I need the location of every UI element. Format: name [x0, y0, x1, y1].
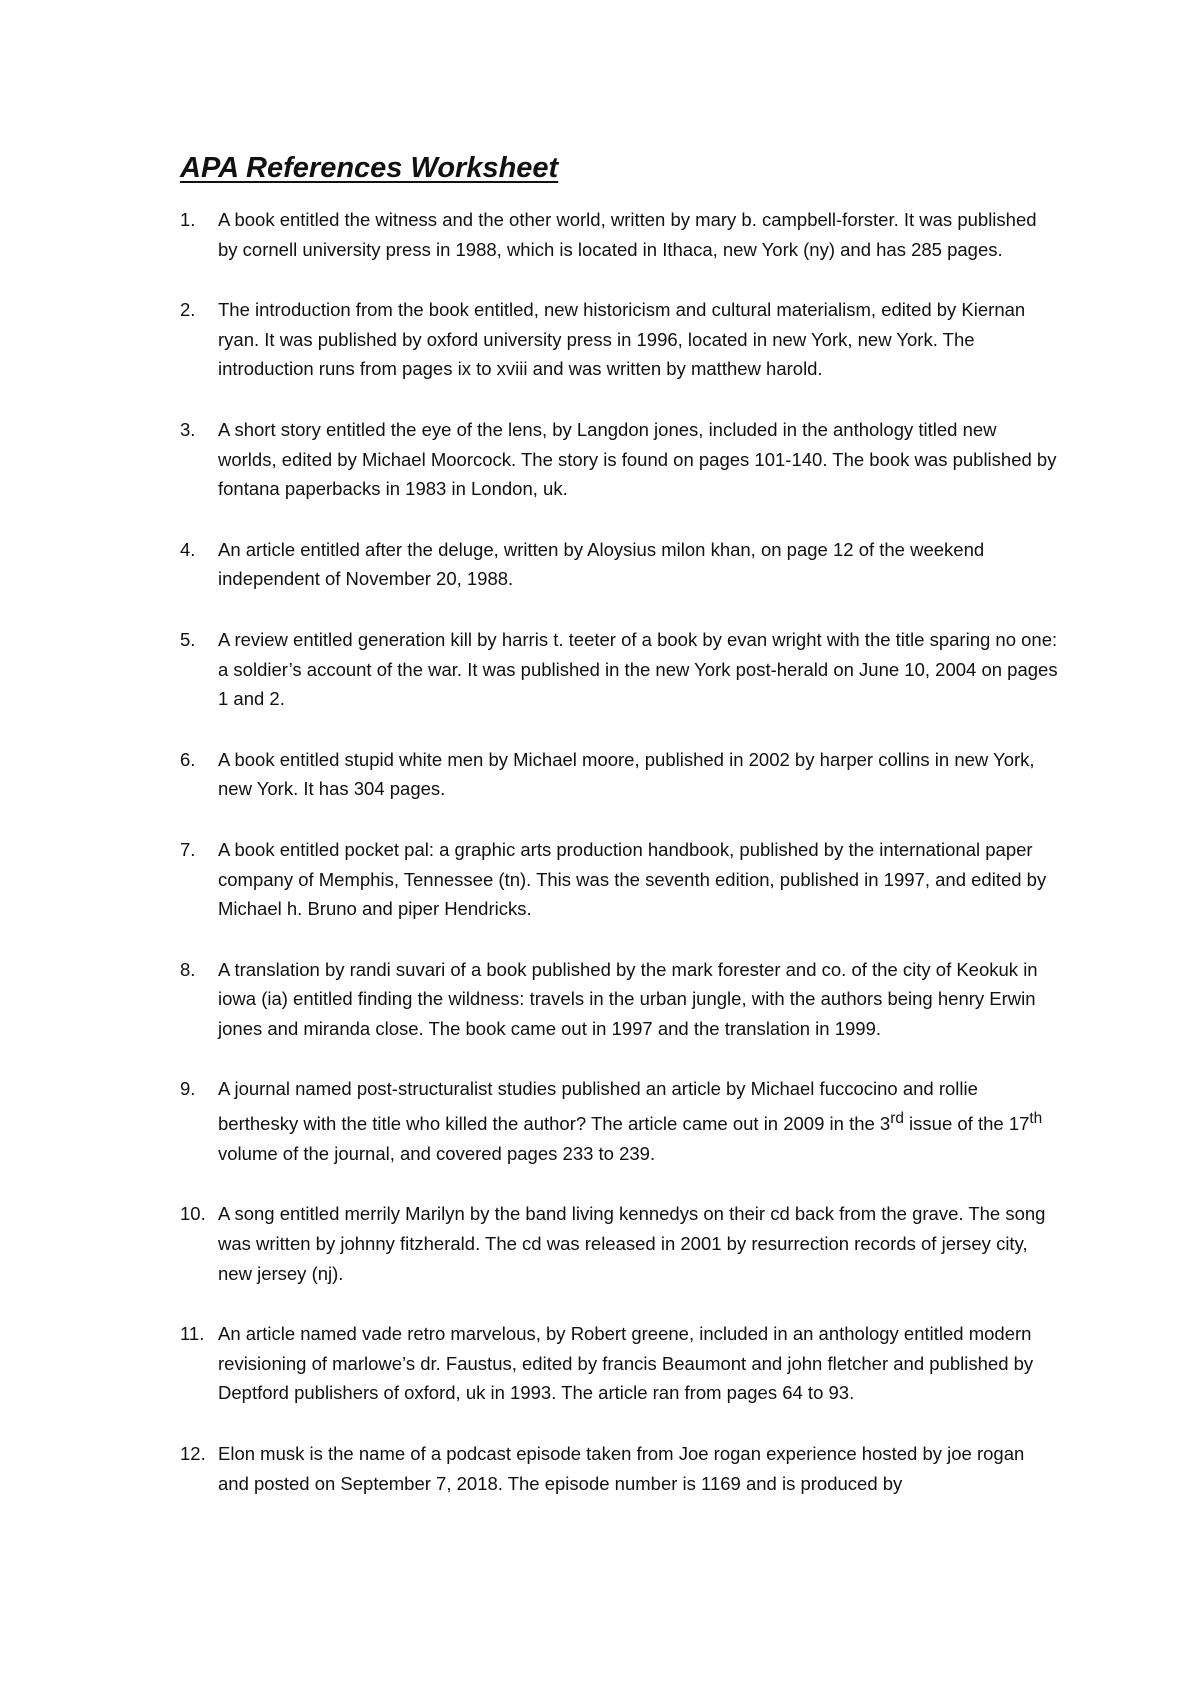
ordinal-superscript: rd: [890, 1110, 904, 1128]
item-number: 5.: [180, 628, 196, 650]
item-number: 12.: [180, 1442, 206, 1464]
item-text: An article entitled after the deluge, written by Aloysius milon khan, on page 12 of the weekend independent of November 20, 1988.: [218, 538, 985, 590]
item-text: A short story entitled the eye of the lens, by Langdon jones, included in the anthology titled new worlds, edited by Michael Moorcock. The story is found on pages 101-140. The book was published by fontana paperbacks in 1983 in London, uk.: [218, 418, 1057, 500]
item-text: A book entitled pocket pal: a graphic arts production handbook, published by the international paper company of Memphis, Tennessee (tn). This was the seventh edition, published in 1997, and edited by Michael h. Bruno and piper Hendricks.: [218, 838, 1047, 920]
item-number: 3.: [180, 418, 196, 440]
item-text: A book entitled stupid white men by Michael moore, published in 2002 by harper collins in new York, new York. It has 304 pages.: [218, 748, 1035, 800]
list-item: [180, 955, 1060, 1044]
item-number: 1.: [180, 209, 196, 230]
list-item: [180, 625, 1060, 714]
item-number: 7.: [180, 838, 196, 860]
item-number: 9.: [180, 1078, 196, 1100]
list-item: [180, 205, 1060, 264]
item-text: A book entitled the witness and the other world, written by mary b. campbell-forster. It was published by cornell university press in 1988, which is located in Ithaca, new York (ny) and has 285 pages.: [218, 209, 1037, 260]
item-text-part: issue of the 17: [903, 1113, 1030, 1135]
worksheet-title: APA References Worksheet: [180, 152, 559, 184]
item-number: 8.: [180, 958, 196, 980]
reference-list: [180, 205, 1060, 1498]
item-text: An article named vade retro marvelous, by Robert greene, included in an anthology entitled modern revisioning of marlowe’s dr. Faustus, edited by francis Beaumont and john fletcher and published by Deptford publishers of oxford, uk in 1993. The article ran from pages 64 to 93.: [218, 1323, 1034, 1404]
list-item: [180, 1199, 1060, 1288]
list-item: [180, 1439, 1060, 1498]
list-item: [180, 295, 1060, 384]
item-text-part: A journal named post-structuralist studies published an article by Michael fuccocino and rollie berthesky with the title who killed the author? The article came out in 2009 in the 3: [218, 1078, 978, 1135]
ordinal-superscript: th: [1029, 1110, 1043, 1128]
item-text: [218, 1074, 1060, 1168]
list-item: [180, 745, 1060, 804]
item-text: A translation by randi suvari of a book published by the mark forester and co. of the city of Keokuk in iowa (ia) entitled finding the wildness: travels in the urban jungle, with the authors being henry Erwin jones and miranda close. The book came out in 1997 and the translation in 1999.: [218, 958, 1038, 1039]
item-text: A song entitled merrily Marilyn by the band living kennedys on their cd back from the grave. The song was written by johnny fitzherald. The cd was released in 2001 by resurrection records of jersey city, new jersey (nj).: [218, 1203, 1046, 1284]
item-text: The introduction from the book entitled, new historicism and cultural materialism, edited by Kiernan ryan. It was published by oxford university press in 1996, located in new York, new York. The introduction runs from pages ix to xviii and was written by matthew harold.: [218, 299, 1026, 380]
list-item: [180, 535, 1060, 594]
list-item: [180, 1319, 1060, 1408]
item-text: Elon musk is the name of a podcast episode taken from Joe rogan experience hosted by joe rogan and posted on September 7, 2018. The episode number is 1169 and is produced by: [218, 1442, 1025, 1494]
item-number: 2.: [180, 299, 196, 321]
list-item: [180, 835, 1060, 924]
list-item: [180, 415, 1060, 504]
item-text-part: volume of the journal, and covered pages 233 to 239.: [218, 1142, 656, 1164]
item-number: 11.: [180, 1323, 205, 1345]
item-number: 6.: [180, 748, 196, 770]
item-number: 10.: [180, 1203, 206, 1225]
item-text: A review entitled generation kill by harris t. teeter of a book by evan wright with the title sparing no one: a soldier’s account of the war. It was published in the new York post-herald on June 10, 2004 on pages 1 and 2.: [218, 628, 1058, 710]
list-item: [180, 1074, 1060, 1168]
item-number: 4.: [180, 538, 196, 560]
